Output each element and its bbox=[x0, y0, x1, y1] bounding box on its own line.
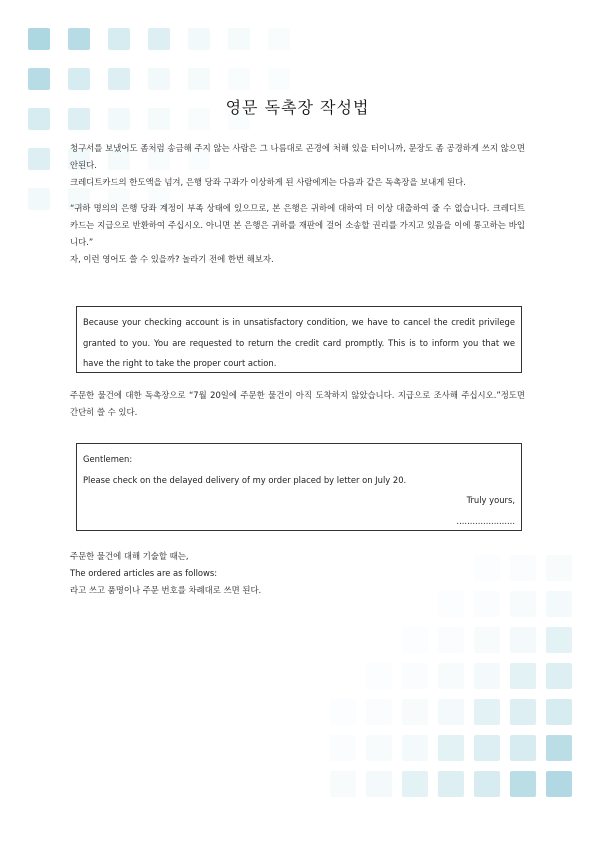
decorative-tile bbox=[474, 663, 500, 689]
decorative-tile bbox=[68, 68, 90, 90]
decorative-tile bbox=[438, 627, 464, 653]
decorative-tile bbox=[402, 627, 428, 653]
decorative-tile bbox=[546, 735, 572, 761]
decorative-tile bbox=[546, 663, 572, 689]
letter-signature-line: ...................... bbox=[456, 515, 515, 526]
decorative-tile bbox=[546, 771, 572, 797]
decorative-tile bbox=[474, 627, 500, 653]
decorative-tile bbox=[366, 735, 392, 761]
letter-greeting: Gentlemen: bbox=[83, 454, 133, 464]
decorative-tile bbox=[330, 735, 356, 761]
closing-line-1: 주문한 물건에 대해 기술할 때는, bbox=[70, 551, 189, 561]
intro-section bbox=[70, 140, 525, 268]
decorative-tile bbox=[402, 663, 428, 689]
decorative-tile bbox=[438, 771, 464, 797]
decorative-tile bbox=[28, 28, 50, 50]
intro-quote: “귀하 명의의 은행 당좌 계정이 부족 상태에 있으므로, 본 은행은 귀하에 대하여 더 이상 대출하여 줄 수 없습니다. 크레디트 카드는 지급으로 반환하여 주십시오. 아니면 본 은행은 귀하를 재판에 걸어 소송할 권리를 가지고 있음을 이에 통고하는 바입니다.” bbox=[70, 203, 525, 247]
decorative-tile bbox=[510, 699, 536, 725]
closing-line-2: The ordered articles are as follows: bbox=[70, 568, 218, 578]
decorative-tile bbox=[546, 627, 572, 653]
decorative-tile bbox=[510, 735, 536, 761]
decorative-tile bbox=[474, 735, 500, 761]
closing-section bbox=[70, 548, 525, 599]
decorative-tile bbox=[474, 699, 500, 725]
decorative-tile bbox=[546, 699, 572, 725]
decorative-tile bbox=[330, 699, 356, 725]
decorative-tile bbox=[402, 735, 428, 761]
example-notice-box bbox=[76, 306, 522, 373]
decorative-tile bbox=[546, 555, 572, 581]
decorative-tile bbox=[402, 699, 428, 725]
decorative-tile bbox=[474, 771, 500, 797]
decorative-tile bbox=[188, 28, 210, 50]
decorative-tile bbox=[68, 28, 90, 50]
letter-body: Please check on the delayed delivery of my order placed by letter on July 20. bbox=[83, 474, 407, 485]
notice-text: Because your checking account is in unsatisfactory condition, we have to cancel the credit privilege granted to you. You are requested to return the credit card promptly. This is to inform you that we have the right to take the proper court action. bbox=[83, 317, 515, 368]
decorative-tile bbox=[438, 699, 464, 725]
decorative-tile bbox=[188, 68, 210, 90]
decorative-tile bbox=[28, 148, 50, 170]
page-title: 영문 독촉장 작성법 bbox=[225, 98, 370, 117]
decorative-tile bbox=[228, 28, 250, 50]
decorative-tile bbox=[438, 663, 464, 689]
decorative-tile bbox=[148, 28, 170, 50]
decorative-tile bbox=[402, 771, 428, 797]
decorative-tile bbox=[268, 68, 290, 90]
decorative-tile bbox=[366, 771, 392, 797]
decorative-tile bbox=[28, 68, 50, 90]
decorative-tile bbox=[330, 771, 356, 797]
example-letter-box bbox=[76, 443, 522, 531]
decorative-tile bbox=[148, 68, 170, 90]
decorative-tile bbox=[228, 68, 250, 90]
intro-paragraph-2: 크레디트카드의 한도액을 넘겨, 은행 당좌 구좌가 이상하게 된 사람에게는 다음과 같은 독촉장을 보내게 된다. bbox=[70, 177, 466, 187]
decorative-tile bbox=[366, 699, 392, 725]
decorative-tile bbox=[108, 28, 130, 50]
decorative-tile bbox=[510, 771, 536, 797]
decorative-tile bbox=[268, 28, 290, 50]
closing-line-3: 라고 쓰고 품명이나 주문 번호를 차례대로 쓰면 된다. bbox=[70, 585, 262, 595]
decorative-tile bbox=[510, 627, 536, 653]
decorative-tile bbox=[366, 663, 392, 689]
letter-closing: Truly yours, bbox=[466, 495, 515, 505]
decorative-tile bbox=[28, 188, 50, 210]
decorative-tile bbox=[510, 663, 536, 689]
intro-paragraph-1: 청구서를 보냈어도 좀처럼 송금해 주지 않는 사람은 그 나름대로 곤경에 처해 있을 터이니까, 문장도 좀 공경하게 쓰지 않으면 안된다. bbox=[70, 143, 525, 170]
decorative-tile bbox=[438, 735, 464, 761]
middle-paragraph: 주문한 물건에 대한 독촉장으로 “7월 20일에 주문한 물건이 아직 도착하지 않았습니다. 지급으로 조사해 주십시오.”정도면 간단히 쓸 수 있다. bbox=[70, 390, 525, 417]
decorative-tile bbox=[108, 68, 130, 90]
decorative-tile bbox=[546, 591, 572, 617]
intro-paragraph-3: 자, 이런 영어도 쓸 수 있을까? 놀라기 전에 한번 해보자. bbox=[70, 254, 274, 264]
